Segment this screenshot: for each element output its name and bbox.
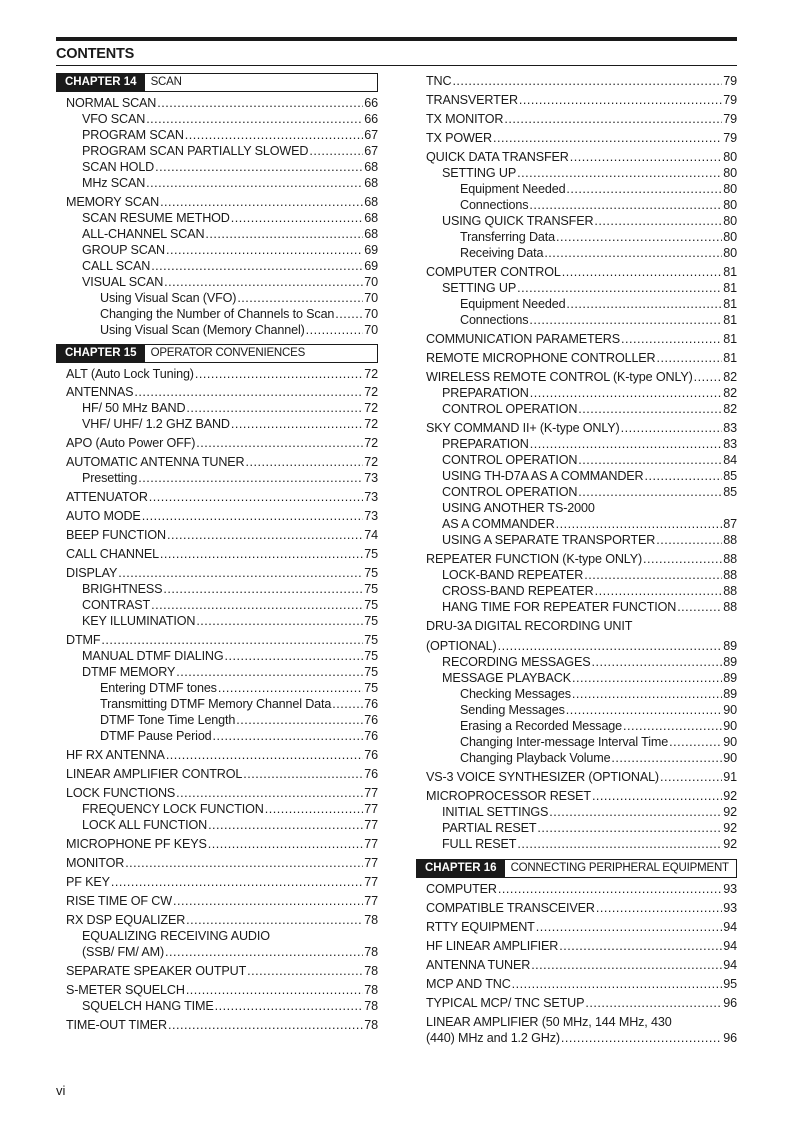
toc-entry[interactable]: RECORDING MESSAGES ..... 89 xyxy=(416,654,737,670)
toc-entry[interactable]: HF/ 50 MHz BAND ..... 72 xyxy=(56,400,378,416)
page-number: vi xyxy=(56,1083,66,1098)
toc-entry[interactable]: Checking Messages ..... 89 xyxy=(416,686,737,702)
toc-entry[interactable]: USING A SEPARATE TRANSPORTER ..... 88 xyxy=(416,532,737,548)
toc-entry[interactable]: HF LINEAR AMPLIFIER ..... 94 xyxy=(416,938,737,954)
toc-entry[interactable]: USING TH-D7A AS A COMMANDER ..... 85 xyxy=(416,468,737,484)
toc-entry[interactable]: ANTENNA TUNER ..... 94 xyxy=(416,957,737,973)
toc-entry[interactable]: BRIGHTNESS ..... 75 xyxy=(56,581,378,597)
toc-entry[interactable]: SCAN HOLD ..... 68 xyxy=(56,159,378,175)
toc-entry[interactable]: SKY COMMAND II+ (K-type ONLY) ..... 83 xyxy=(416,420,737,436)
toc-entry[interactable]: NORMAL SCAN ..... 66 xyxy=(56,95,378,111)
toc-entry[interactable]: SETTING UP ..... 80 xyxy=(416,165,737,181)
toc-entry[interactable]: Transferring Data ..... 80 xyxy=(416,229,737,245)
toc-entry[interactable]: CROSS-BAND REPEATER ..... 88 xyxy=(416,583,737,599)
toc-entry[interactable]: Receiving Data ..... 80 xyxy=(416,245,737,261)
toc-entry[interactable]: (440) MHz and 1.2 GHz) ..... 96 xyxy=(416,1030,737,1046)
toc-entry[interactable]: CONTROL OPERATION ..... 85 xyxy=(416,484,737,500)
toc-entry[interactable]: USING QUICK TRANSFER ..... 80 xyxy=(416,213,737,229)
toc-entry[interactable]: REMOTE MICROPHONE CONTROLLER ..... 81 xyxy=(416,350,737,366)
toc-entry[interactable]: LOCK FUNCTIONS ..... 77 xyxy=(56,785,378,801)
chapter-title: OPERATOR CONVENIENCES xyxy=(150,347,306,359)
toc-entry[interactable]: QUICK DATA TRANSFER ..... 80 xyxy=(416,149,737,165)
toc-left-column xyxy=(56,73,378,1033)
toc-entry[interactable]: COMPUTER CONTROL ..... 81 xyxy=(416,264,737,280)
page-title: CONTENTS xyxy=(56,46,135,62)
toc-entry[interactable]: SQUELCH HANG TIME ..... 78 xyxy=(56,998,378,1014)
toc-entry[interactable]: WIRELESS REMOTE CONTROL (K-type ONLY) ..... 82 xyxy=(416,369,737,385)
toc-entry[interactable]: SEPARATE SPEAKER OUTPUT ..... 78 xyxy=(56,963,378,979)
toc-entry[interactable]: ANTENNAS ..... 72 xyxy=(56,384,378,400)
toc-entry[interactable]: MONITOR ..... 77 xyxy=(56,855,378,871)
toc-entry[interactable]: CONTROL OPERATION ..... 82 xyxy=(416,401,737,417)
toc-entry[interactable]: HF RX ANTENNA ..... 76 xyxy=(56,747,378,763)
toc-entry[interactable]: PROGRAM SCAN ..... 67 xyxy=(56,127,378,143)
toc-entry[interactable]: MICROPHONE PF KEYS ..... 77 xyxy=(56,836,378,852)
toc-entry[interactable]: COMMUNICATION PARAMETERS ..... 81 xyxy=(416,331,737,347)
toc-entry-line[interactable]: LINEAR AMPLIFIER (50 MHz, 144 MHz, 430 xyxy=(426,1015,672,1029)
toc-entry[interactable]: COMPUTER ..... 93 xyxy=(416,881,737,897)
toc-right-column xyxy=(416,73,737,1046)
toc-entry[interactable]: Entering DTMF tones ..... 75 xyxy=(56,680,378,696)
toc-entry-line[interactable]: EQUALIZING RECEIVING AUDIO xyxy=(82,929,270,943)
toc-entry[interactable]: S-METER SQUELCH ..... 78 xyxy=(56,982,378,998)
toc-entry[interactable]: DTMF Pause Period ..... 76 xyxy=(56,728,378,744)
toc-entry[interactable]: Changing Playback Volume ..... 90 xyxy=(416,750,737,766)
toc-entry[interactable]: (OPTIONAL) ..... 89 xyxy=(416,638,737,654)
chapter-16-header xyxy=(416,859,737,878)
toc-entry[interactable]: RTTY EQUIPMENT ..... 94 xyxy=(416,919,737,935)
toc-entry[interactable]: PREPARATION ..... 83 xyxy=(416,436,737,452)
toc-entry[interactable]: ALT (Auto Lock Tuning) ..... 72 xyxy=(56,366,378,382)
toc-entry[interactable]: Changing Inter-message Interval Time ..... 90 xyxy=(416,734,737,750)
toc-entry[interactable]: Transmitting DTMF Memory Channel Data ..... 76 xyxy=(56,696,378,712)
toc-entry[interactable]: VFO SCAN ..... 66 xyxy=(56,111,378,127)
toc-entry[interactable]: ALL-CHANNEL SCAN ..... 68 xyxy=(56,226,378,242)
toc-entry[interactable]: Erasing a Recorded Message ..... 90 xyxy=(416,718,737,734)
toc-entry[interactable]: APO (Auto Power OFF) ..... 72 xyxy=(56,435,378,451)
toc-entry[interactable]: VISUAL SCAN ..... 70 xyxy=(56,274,378,290)
toc-entry[interactable]: FREQUENCY LOCK FUNCTION ..... 77 xyxy=(56,801,378,817)
toc-entry[interactable]: LOCK ALL FUNCTION ..... 77 xyxy=(56,817,378,833)
toc-entry[interactable]: PROGRAM SCAN PARTIALLY SLOWED ..... 67 xyxy=(56,143,378,159)
toc-entry[interactable]: SCAN RESUME METHOD ..... 68 xyxy=(56,210,378,226)
toc-entry[interactable]: COMPATIBLE TRANSCEIVER ..... 93 xyxy=(416,900,737,916)
chapter-title: CONNECTING PERIPHERAL EQUIPMENT xyxy=(510,862,729,874)
toc-entry[interactable]: LOCK-BAND REPEATER ..... 88 xyxy=(416,567,737,583)
toc-entry[interactable]: (SSB/ FM/ AM) ..... 78 xyxy=(56,944,378,960)
toc-entry[interactable]: VS-3 VOICE SYNTHESIZER (OPTIONAL) ..... 91 xyxy=(416,769,737,785)
toc-entry[interactable]: TNC ..... 79 xyxy=(416,73,737,89)
toc-entry[interactable]: INITIAL SETTINGS ..... 92 xyxy=(416,804,737,820)
toc-entry[interactable]: Using Visual Scan (Memory Channel) ..... 70 xyxy=(56,322,378,338)
toc-entry-line[interactable]: USING ANOTHER TS-2000 xyxy=(442,501,595,515)
toc-entry[interactable]: LINEAR AMPLIFIER CONTROL ..... 76 xyxy=(56,766,378,782)
toc-entry[interactable]: Changing the Number of Channels to Scan ..... 70 xyxy=(56,306,378,322)
toc-entry[interactable]: Connections ..... 80 xyxy=(416,197,737,213)
toc-entry[interactable]: AS A COMMANDER ..... 87 xyxy=(416,516,737,532)
toc-entry[interactable]: Equipment Needed ..... 81 xyxy=(416,296,737,312)
chapter-number: CHAPTER 14 xyxy=(57,74,145,91)
chapter-number: CHAPTER 16 xyxy=(417,860,505,877)
chapter-title: SCAN xyxy=(150,76,182,88)
toc-entry[interactable]: REPEATER FUNCTION (K-type ONLY) ..... 88 xyxy=(416,551,737,567)
chapter-15-header xyxy=(56,344,378,363)
toc-entry[interactable]: Using Visual Scan (VFO) ..... 70 xyxy=(56,290,378,306)
toc-entry[interactable]: DISPLAY ..... 75 xyxy=(56,565,378,581)
toc-entry[interactable]: Sending Messages ..... 90 xyxy=(416,702,737,718)
chapter-14-header xyxy=(56,73,378,92)
toc-entry-line[interactable]: DRU-3A DIGITAL RECORDING UNIT xyxy=(426,619,633,633)
top-rule xyxy=(56,37,737,41)
toc-entry[interactable]: MEMORY SCAN ..... 68 xyxy=(56,194,378,210)
heading-rule xyxy=(56,65,737,66)
toc-entry[interactable]: AUTOMATIC ANTENNA TUNER ..... 72 xyxy=(56,454,378,470)
toc-entry[interactable]: BEEP FUNCTION ..... 74 xyxy=(56,527,378,543)
toc-entry[interactable]: PF KEY ..... 77 xyxy=(56,874,378,890)
toc-entry[interactable]: KEY ILLUMINATION ..... 75 xyxy=(56,613,378,629)
toc-entry[interactable]: CONTROL OPERATION ..... 84 xyxy=(416,452,737,468)
toc-entry[interactable]: MANUAL DTMF DIALING ..... 75 xyxy=(56,648,378,664)
toc-entry[interactable]: AUTO MODE ..... 73 xyxy=(56,508,378,524)
toc-entry[interactable]: TX MONITOR ..... 79 xyxy=(416,111,737,127)
toc-entry[interactable]: MCP AND TNC ..... 95 xyxy=(416,976,737,992)
toc-entry[interactable]: TYPICAL MCP/ TNC SETUP ..... 96 xyxy=(416,995,737,1011)
toc-entry[interactable]: DTMF Tone Time Length ..... 76 xyxy=(56,712,378,728)
toc-entry[interactable]: DTMF ..... 75 xyxy=(56,632,378,648)
toc-entry[interactable]: FULL RESET ..... 92 xyxy=(416,836,737,852)
toc-entry[interactable]: MESSAGE PLAYBACK ..... 89 xyxy=(416,670,737,686)
toc-entry[interactable]: DTMF MEMORY ..... 75 xyxy=(56,664,378,680)
toc-entry[interactable]: ATTENUATOR ..... 73 xyxy=(56,489,378,505)
toc-entry[interactable]: MICROPROCESSOR RESET ..... 92 xyxy=(416,788,737,804)
toc-entry[interactable]: PREPARATION ..... 82 xyxy=(416,385,737,401)
toc-entry[interactable]: RX DSP EQUALIZER ..... 78 xyxy=(56,912,378,928)
toc-entry[interactable]: VHF/ UHF/ 1.2 GHZ BAND ..... 72 xyxy=(56,416,378,432)
toc-entry[interactable]: Presetting ..... 73 xyxy=(56,470,378,486)
toc-entry[interactable]: HANG TIME FOR REPEATER FUNCTION ..... 88 xyxy=(416,599,737,615)
toc-entry[interactable]: PARTIAL RESET ..... 92 xyxy=(416,820,737,836)
toc-entry[interactable]: TIME-OUT TIMER ..... 78 xyxy=(56,1017,378,1033)
toc-entry[interactable]: CALL CHANNEL ..... 75 xyxy=(56,546,378,562)
toc-entry[interactable]: CONTRAST ..... 75 xyxy=(56,597,378,613)
chapter-number: CHAPTER 15 xyxy=(57,345,145,362)
toc-entry[interactable]: RISE TIME OF CW ..... 77 xyxy=(56,893,378,909)
toc-entry[interactable]: TX POWER ..... 79 xyxy=(416,130,737,146)
toc-entry[interactable]: CALL SCAN ..... 69 xyxy=(56,258,378,274)
toc-entry[interactable]: SETTING UP ..... 81 xyxy=(416,280,737,296)
toc-entry[interactable]: TRANSVERTER ..... 79 xyxy=(416,92,737,108)
toc-entry[interactable]: GROUP SCAN ..... 69 xyxy=(56,242,378,258)
toc-entry[interactable]: Connections ..... 81 xyxy=(416,312,737,328)
toc-entry[interactable]: Equipment Needed ..... 80 xyxy=(416,181,737,197)
toc-entry[interactable]: MHz SCAN ..... 68 xyxy=(56,175,378,191)
